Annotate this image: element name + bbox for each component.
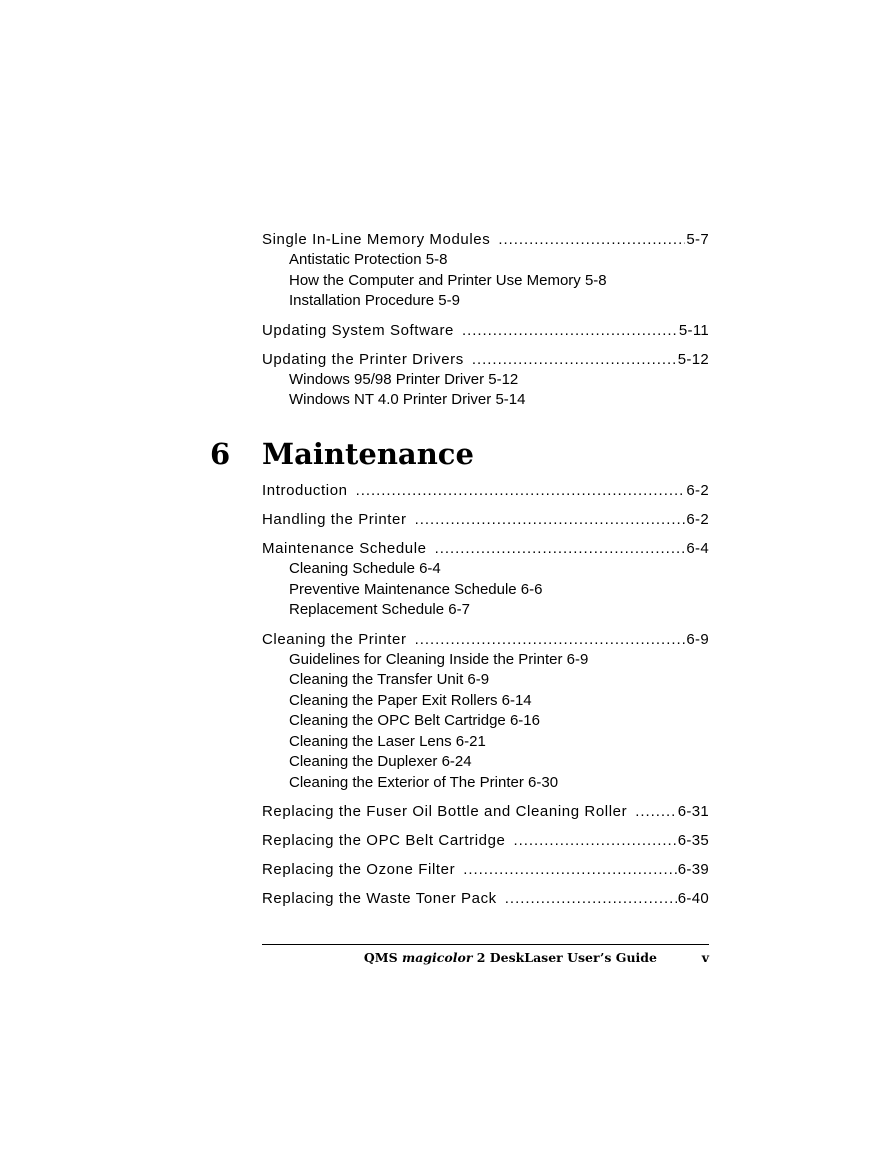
- dot-leader: [415, 510, 686, 530]
- footer-guide-suffix: 2 DeskLaser User’s Guide: [472, 950, 657, 965]
- toc-entry-page: 6-35: [677, 832, 709, 849]
- toc-group: [262, 889, 709, 909]
- toc-entry[interactable]: [262, 539, 709, 559]
- toc-entry-title: Updating the Printer Drivers: [262, 350, 464, 368]
- toc-entry-page: 6-39: [677, 861, 709, 878]
- toc-group: [262, 630, 709, 794]
- toc-group: [262, 802, 709, 822]
- toc-subentry[interactable]: Windows 95/98 Printer Driver 5-12: [289, 370, 519, 388]
- toc-subentry[interactable]: Cleaning the OPC Belt Cartridge 6-16: [289, 712, 540, 729]
- toc-subentry[interactable]: Cleaning Schedule 6-4: [289, 560, 441, 577]
- toc-entry-title: Updating System Software: [262, 321, 454, 339]
- toc-subentry[interactable]: Antistatic Protection 5-8: [289, 251, 448, 268]
- toc-entry[interactable]: [262, 321, 709, 341]
- toc-entry-page: 5-7: [686, 231, 709, 248]
- dot-leader: [513, 831, 676, 851]
- toc-entry-title: Introduction: [262, 482, 348, 499]
- footer-guide-title: [364, 949, 657, 967]
- footer-guide-prefix: QMS: [363, 950, 402, 965]
- toc-entry-title: Replacing the Waste Toner Pack: [262, 890, 497, 907]
- toc-entry[interactable]: [262, 510, 709, 530]
- toc-entry[interactable]: [262, 481, 709, 501]
- toc-section-5: [262, 230, 709, 411]
- toc-entry[interactable]: [262, 802, 709, 822]
- footer-rule: [262, 944, 709, 945]
- dot-leader: [498, 230, 685, 250]
- toc-group: [262, 230, 709, 312]
- toc-subentry[interactable]: Cleaning the Duplexer 6-24: [289, 753, 472, 770]
- toc-entry[interactable]: [262, 831, 709, 851]
- toc-group: [262, 831, 709, 851]
- toc-entry-title: Replacing the OPC Belt Cartridge: [262, 832, 506, 849]
- toc-subentry[interactable]: How the Computer and Printer Use Memory 5-8: [289, 271, 607, 289]
- toc-entry-page: 6-40: [677, 890, 709, 907]
- toc-subentry[interactable]: Replacement Schedule 6-7: [289, 601, 470, 618]
- footer-guide-italic: magicolor: [401, 950, 473, 965]
- toc-subentry[interactable]: Cleaning the Laser Lens 6-21: [289, 732, 486, 750]
- toc-entry-title: Maintenance Schedule: [262, 540, 427, 557]
- toc-section-6: [262, 481, 709, 909]
- toc-group: [262, 539, 709, 621]
- toc-entry-page: 6-4: [686, 540, 709, 557]
- dot-leader: [356, 481, 686, 501]
- toc-subentry[interactable]: Installation Procedure 5-9: [289, 292, 460, 309]
- toc-group: [262, 510, 709, 530]
- chapter-title: Maintenance: [262, 437, 474, 471]
- dot-leader: [472, 350, 677, 370]
- footer-page-number: v: [701, 950, 709, 965]
- dot-leader: [435, 539, 686, 559]
- toc-subentry[interactable]: Cleaning the Transfer Unit 6-9: [289, 671, 490, 688]
- dot-leader: [462, 321, 678, 341]
- toc-entry-title: Replacing the Fuser Oil Bottle and Cleaning Roller: [262, 803, 628, 820]
- toc-subentry[interactable]: Cleaning the Exterior of The Printer 6-30: [289, 773, 559, 791]
- dot-leader: [463, 860, 677, 880]
- toc-entry-page: 5-11: [678, 321, 709, 339]
- toc-entry-page: 6-9: [686, 630, 709, 648]
- chapter-number: 6: [210, 437, 231, 471]
- dot-leader: [635, 802, 677, 822]
- dot-leader: [415, 630, 686, 650]
- dot-leader: [505, 889, 677, 909]
- toc-entry-page: 6-2: [686, 511, 709, 528]
- toc-entry-title: Handling the Printer: [262, 511, 407, 528]
- toc-entry[interactable]: [262, 350, 709, 370]
- toc-entry-page: 6-31: [677, 803, 709, 820]
- toc-group: [262, 321, 709, 341]
- toc-group: [262, 481, 709, 501]
- toc-entry-title: Single In-Line Memory Modules: [262, 231, 491, 248]
- toc-entry[interactable]: [262, 630, 709, 650]
- toc-entry-page: 6-2: [686, 482, 709, 499]
- toc-entry[interactable]: [262, 860, 709, 880]
- toc-subentry[interactable]: Guidelines for Cleaning Inside the Printer 6-9: [289, 650, 589, 668]
- toc-entry-title: Replacing the Ozone Filter: [262, 861, 456, 878]
- toc-entry[interactable]: [262, 230, 709, 250]
- toc-entry-title: Cleaning the Printer: [262, 630, 407, 648]
- toc-group: [262, 860, 709, 880]
- toc-entry-page: 5-12: [677, 350, 709, 368]
- chapter-heading: [210, 432, 474, 476]
- toc-subentry[interactable]: Windows NT 4.0 Printer Driver 5-14: [289, 391, 526, 408]
- toc-subentry[interactable]: Cleaning the Paper Exit Rollers 6-14: [289, 691, 532, 709]
- toc-group: [262, 350, 709, 411]
- toc-entry[interactable]: [262, 889, 709, 909]
- toc-subentry[interactable]: Preventive Maintenance Schedule 6-6: [289, 580, 543, 598]
